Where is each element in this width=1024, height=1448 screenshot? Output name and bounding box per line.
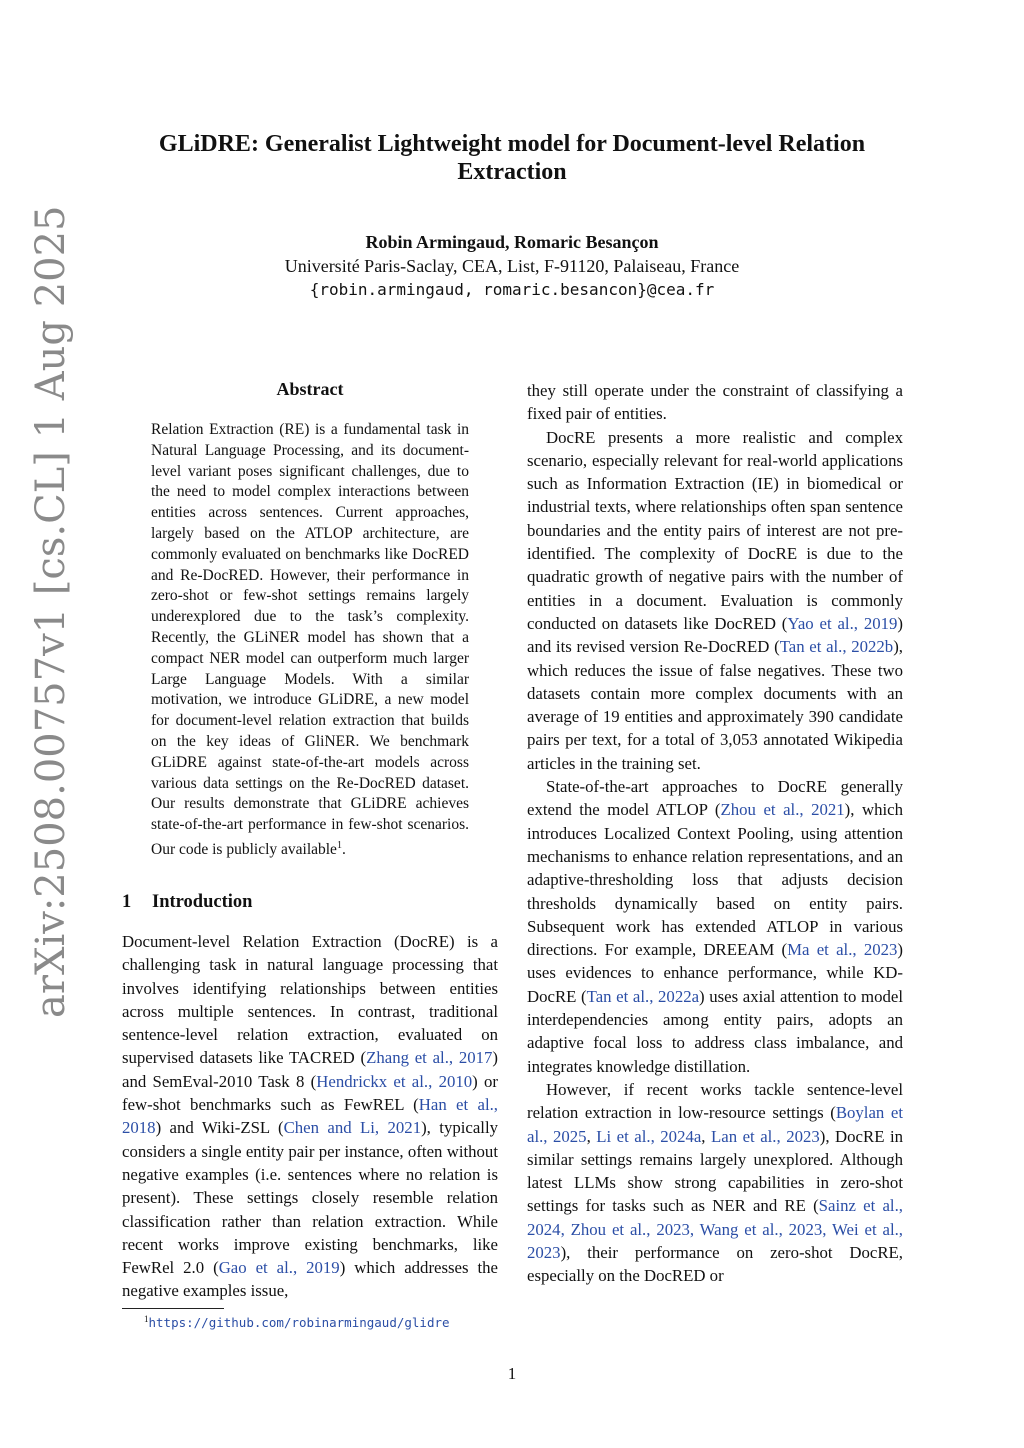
citation-link[interactable]: Tan et al., 2022a bbox=[586, 986, 700, 1006]
arxiv-side-label: arXiv:2508.00757v1 [cs.CL] 1 Aug 2025 bbox=[28, 205, 74, 1018]
body-text: State-of-the-art approaches to DocRE generally extend the model ATLOP ( bbox=[527, 777, 903, 820]
abstract-body bbox=[151, 420, 469, 861]
citation-link[interactable]: Tan et al., 2022b bbox=[779, 637, 894, 657]
section-heading-introduction bbox=[122, 892, 252, 913]
citation-link[interactable]: Han et al., 2018 bbox=[122, 1095, 498, 1138]
body-text: ) and Wiki-ZSL ( bbox=[155, 1118, 284, 1138]
citation-link[interactable]: Chen and Li, 2021 bbox=[283, 1118, 422, 1138]
citation-link[interactable]: Zhang et al., 2017 bbox=[366, 1048, 493, 1068]
body-text: , bbox=[586, 1126, 597, 1146]
body-paragraph bbox=[527, 1078, 903, 1288]
body-paragraph bbox=[527, 775, 903, 1078]
body-text: , bbox=[701, 1126, 711, 1146]
body-text: ), typically considers a single entity pair per instance, often without negative examples (i.e. sentences where no relation is present). These settings closely resemble relation classification rather than relation extraction. While recent works improve existing benchmarks, like FewRel 2.0 ( bbox=[122, 1118, 498, 1278]
body-text: they still operate under the constraint of classifying a fixed pair of entities. bbox=[527, 381, 903, 424]
body-text: DocRE presents a more realistic and complex scenario, especially relevant for real-world applications such as Information Extraction (IE) in biomedical or industrial texts, where relationships often span sentence boundaries and the entity pairs of interest are not pre-identified. The complexity of DocRE is due to the quadratic growth of negative pairs with the number of entities in a document. Evaluation is commonly conducted on datasets like DocRED ( bbox=[527, 427, 903, 633]
body-text: ), which introduces Localized Context Pooling, using attention mechanisms to enhance relation representations, and an adaptive-thresholding loss that adjusts decision thresholds dynamically based on entity pairs. Subsequent work has extended ATLOP in various directions. For example, DREEAM ( bbox=[527, 800, 903, 960]
title-line-1: GLiDRE: Generalist Lightweight model for Document-level Relation bbox=[158, 131, 866, 157]
body-text: ) or few-shot benchmarks such as FewREL ( bbox=[122, 1071, 499, 1115]
abstract-heading: Abstract bbox=[276, 379, 344, 399]
right-column-body bbox=[527, 379, 903, 1288]
body-paragraph bbox=[527, 426, 903, 775]
body-text: ), which reduces the issue of false negatives. These two datasets contain more complex documents with an average of 19 entities and approximately 390 candidate pairs per text, for a total of 3,053 annotated Wikipedia articles in the training set. bbox=[527, 637, 903, 773]
citation-link[interactable]: Gao et al., 2019 bbox=[218, 1258, 340, 1278]
author-names: Robin Armingaud, Romaric Besançon bbox=[365, 232, 659, 252]
footnote-rule bbox=[122, 1308, 224, 1309]
abstract-text: Relation Extraction (RE) is a fundamental task in Natural Language Processing, and its document-level variant poses significant challenges, due to the need to model complex interactions between entities across sentences. Current approaches, largely based on the ATLOP architecture, are commonly evaluated on benchmarks like DocRED and Re-DocRED. However, their performance in zero-shot or few-shot settings remains largely underexplored due to the task’s complexity. Recently, the GLiNER model has shown that a compact NER model can outperform much larger Large Language Models. With a similar motivation, we introduce GLiDRE, a new model for document-level relation extraction that builds on the key ideas of GliNER. We benchmark GLiDRE against state-of-the-art models across various data settings on the Re-DocRED dataset. Our results demonstrate that GLiDRE achieves state-of-the-art performance in few-shot scenarios. Our code is publicly available bbox=[151, 421, 469, 859]
body-text: ) which addresses the negative examples issue, bbox=[122, 1258, 498, 1301]
citation-link[interactable]: Zhou et al., 2021 bbox=[720, 800, 845, 820]
email: {robin.armingaud, romaric.besancon}@cea.fr bbox=[309, 280, 715, 299]
citation-link[interactable]: Lan et al., 2023 bbox=[711, 1126, 820, 1146]
footnote-url-link[interactable]: https://github.com/robinarmingaud/glidre bbox=[148, 1315, 450, 1331]
citation-link[interactable]: Ma et al., 2023 bbox=[787, 940, 898, 960]
body-text: ) and its revised version Re-DocRED ( bbox=[527, 613, 903, 657]
page-number: 1 bbox=[507, 1364, 517, 1383]
citation-link[interactable]: Hendrickx et al., 2010 bbox=[316, 1071, 473, 1091]
body-text: ), DocRE in similar settings remains largely unexplored. Although latest LLMs show strong capabilities in zero-shot settings for tasks such as NER and RE ( bbox=[527, 1126, 903, 1216]
title-line-2: Extraction bbox=[457, 159, 567, 185]
section-number: 1 bbox=[122, 892, 132, 912]
citation-link[interactable]: Sainz et al., 2024, Zhou et al., 2023, Wang et al., 2023, Wei et al., 2023 bbox=[527, 1196, 903, 1262]
left-column-body bbox=[122, 930, 498, 1303]
body-text: However, if recent works tackle sentence-level relation extraction in low-resource settings ( bbox=[527, 1079, 903, 1123]
section-title: Introduction bbox=[152, 892, 253, 912]
footnote-mark[interactable]: 1 bbox=[336, 839, 342, 851]
abstract-end: . bbox=[341, 841, 346, 859]
body-text: Document-level Relation Extraction (DocRE) is a challenging task in natural language processing that involves identifying relationships between entities across multiple sentences. In contrast, traditional sentence-level relation extraction, evaluated on supervised datasets like TACRED ( bbox=[122, 932, 498, 1068]
body-text: ) and SemEval-2010 Task 8 ( bbox=[122, 1048, 498, 1091]
citation-link[interactable]: Boylan et al., 2025 bbox=[527, 1103, 903, 1146]
footnote bbox=[144, 1314, 450, 1330]
affiliation: Université Paris-Saclay, CEA, List, F-91120, Palaiseau, France bbox=[284, 256, 740, 276]
body-paragraph bbox=[527, 379, 903, 426]
author-block bbox=[100, 230, 924, 302]
citation-link[interactable]: Yao et al., 2019 bbox=[787, 613, 898, 633]
citation-link[interactable]: Li et al., 2024a bbox=[596, 1126, 702, 1146]
intro-paragraph bbox=[122, 930, 498, 1303]
body-text: ), their performance on zero-shot DocRE, especially on the DocRED or bbox=[527, 1242, 903, 1286]
footnote-number: 1 bbox=[144, 1314, 149, 1324]
body-text: ) uses axial attention to model interdependencies among entity pairs, adopts an adaptive focal loss to address class imbalance, and integrates knowledge distillation. bbox=[527, 986, 903, 1076]
body-text: ) uses evidences to enhance performance, while KD-DocRE ( bbox=[527, 940, 903, 1006]
paper-title bbox=[100, 130, 924, 186]
